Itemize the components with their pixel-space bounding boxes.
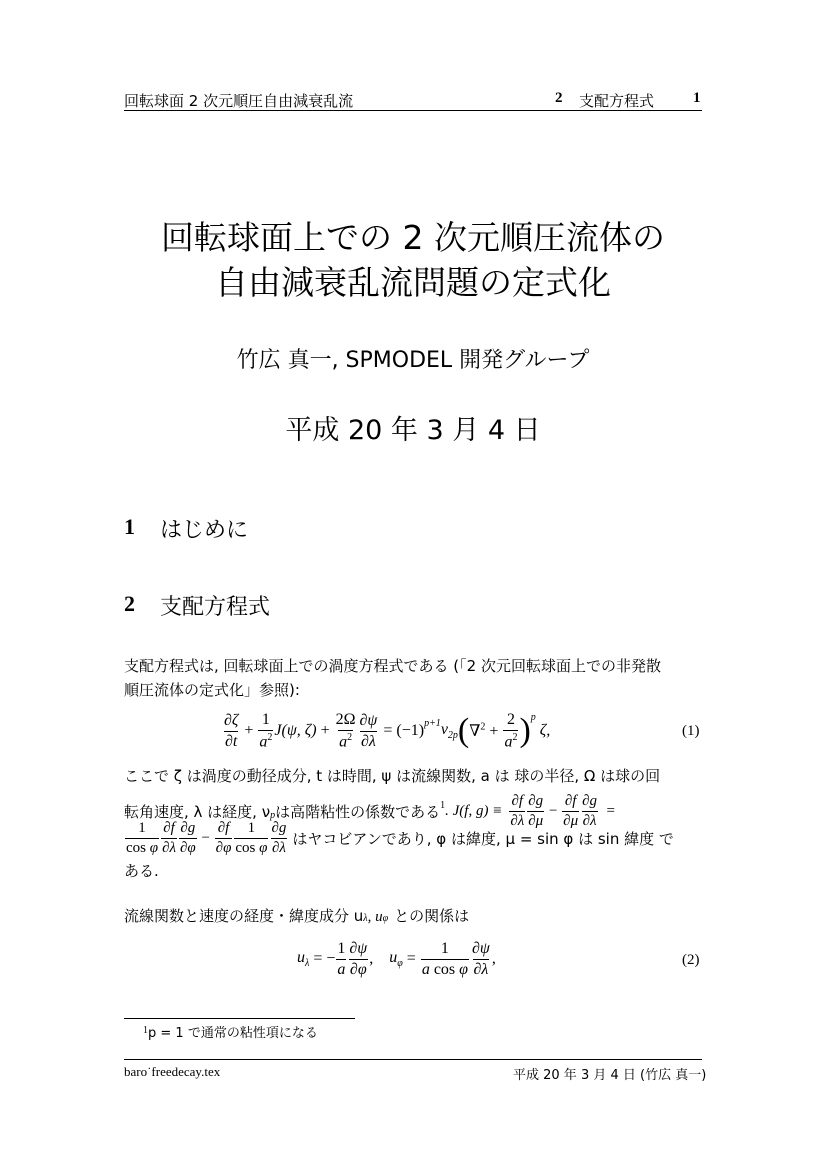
jacobian-spherical-form: $\frac{1}{\text{cos φ}}$ $\frac{\partial f}{\partial\lambda}$ $\frac{\partial g}{\partial\varphi}$ − $\frac{\partial f}{\partial\varphi}$ $\frac{1}{\text{cos φ}}$ $\frac{\partial g}{\partial\lambda}$ (126, 820, 287, 856)
paragraph-3-line-1: 流線関数と速度の経度・緯度成分 u $_\lambda$ , u φ との関係は (124, 907, 470, 925)
section-2-title: 支配方程式 (160, 595, 271, 620)
equation-2: $u_\lambda$ = − $\frac{1}{a}$ $\frac{\partial\psi}{\partial\varphi}$ , $u_\varphi$ = $\frac{1}{\text{a cos φ}}$ $\frac{\partial\psi}{\partial\lambda}$ , (297, 939, 496, 978)
page-number: 1 (693, 90, 701, 106)
footnote-rule (124, 1018, 355, 1019)
title-line-2: 自由減衰乱流問題の定式化 (215, 263, 611, 302)
section-2-number: 2 (124, 591, 135, 616)
paragraph-2-line-2-part-c: . J(f, g) ≡ (445, 802, 503, 819)
paragraph-3-line-1-part-a: 流線関数と速度の経度・緯度成分 u (124, 907, 364, 925)
jacobian-definition: $\frac{\partial f}{\partial\lambda}$ $\frac{\partial g}{\partial\mu}$ − $\frac{\partial f}{\partial\mu}$ $\frac{\partial g}{\partial\lambda}$ = (510, 793, 615, 829)
paragraph-2-line-4: ある. (124, 862, 159, 880)
title-line-1: 回転球面上での 2 次元順圧流体の (161, 218, 665, 257)
paragraph-2-line-2: 転角速度, λ は経度, ν $_p$ は高階粘性の係数である $^1$ . J(f, g) ≡ $\frac{\partial f}{\partial\lambda}$ $\frac{\partial g}{\partial\mu}$ − $\frac{\partial f}{\partial\mu}$ $\frac{\partial g}{\partial\lambda}$ = (124, 793, 615, 829)
header-rule (124, 110, 702, 111)
footnote-mark: 1 (143, 1025, 148, 1036)
equation-1-number: (1) (682, 723, 700, 739)
footer-filename: baro˙freedecay.tex (124, 1064, 221, 1079)
paragraph-2-line-3-text: はヤコビアンであり, φ は緯度, μ = sin φ は sin 緯度 で (292, 829, 674, 848)
running-header-title: 回転球面 2 次元順圧自由減衰乱流 (124, 92, 354, 110)
paragraph-2-line-1: ここで ζ は渦度の動径成分, t は時間, ψ は流線関数, a は 球の半径, Ω は球の回 (124, 767, 661, 785)
section-1-title: はじめに (160, 518, 249, 543)
paragraph-1-line-2: 順圧流体の定式化」参照): (124, 681, 300, 699)
footer-date-author: 平成 20 年 3 月 4 日 (竹広 真一) (513, 1068, 707, 1083)
paragraph-3-line-1-part-b: との関係は (394, 907, 470, 925)
paragraph-2-line-2-part-b: は高階粘性の係数である (275, 802, 441, 821)
date: 平成 20 年 3 月 4 日 (285, 415, 541, 446)
section-1-number: 1 (124, 514, 135, 539)
running-header-section-title: 支配方程式 (579, 92, 655, 110)
author: 竹広 真一, SPMODEL 開発グループ (236, 348, 590, 373)
equation-2-number: (2) (682, 952, 700, 968)
footnote-text: p = 1 で通常の粘性項になる (148, 1026, 318, 1041)
running-header-section-number: 2 (555, 90, 563, 106)
paragraph-1-line-1: 支配方程式は, 回転球面上での渦度方程式である (「2 次元回転球面上での非発散 (124, 657, 661, 675)
equation-1: $\frac{\partial\zeta}{\partial t}$ + $\frac{1}{a^2}$ J(ψ, ζ) + $\frac{2\Omega}{a^2}$ $\frac{\partial\psi}{\partial\lambda}$ = (−1) $^{p+1}$ $\nu_{2p}$ ( ∇$^2$ + $\frac{2}{a^2}$ ) $^p$ ζ, (224, 711, 551, 751)
paragraph-2-line-3 (124, 820, 674, 856)
paragraph-2-line-2-part-a: 転角速度, λ は経度, ν (124, 802, 271, 821)
footnote (143, 1022, 318, 1041)
footer-rule (124, 1059, 702, 1060)
